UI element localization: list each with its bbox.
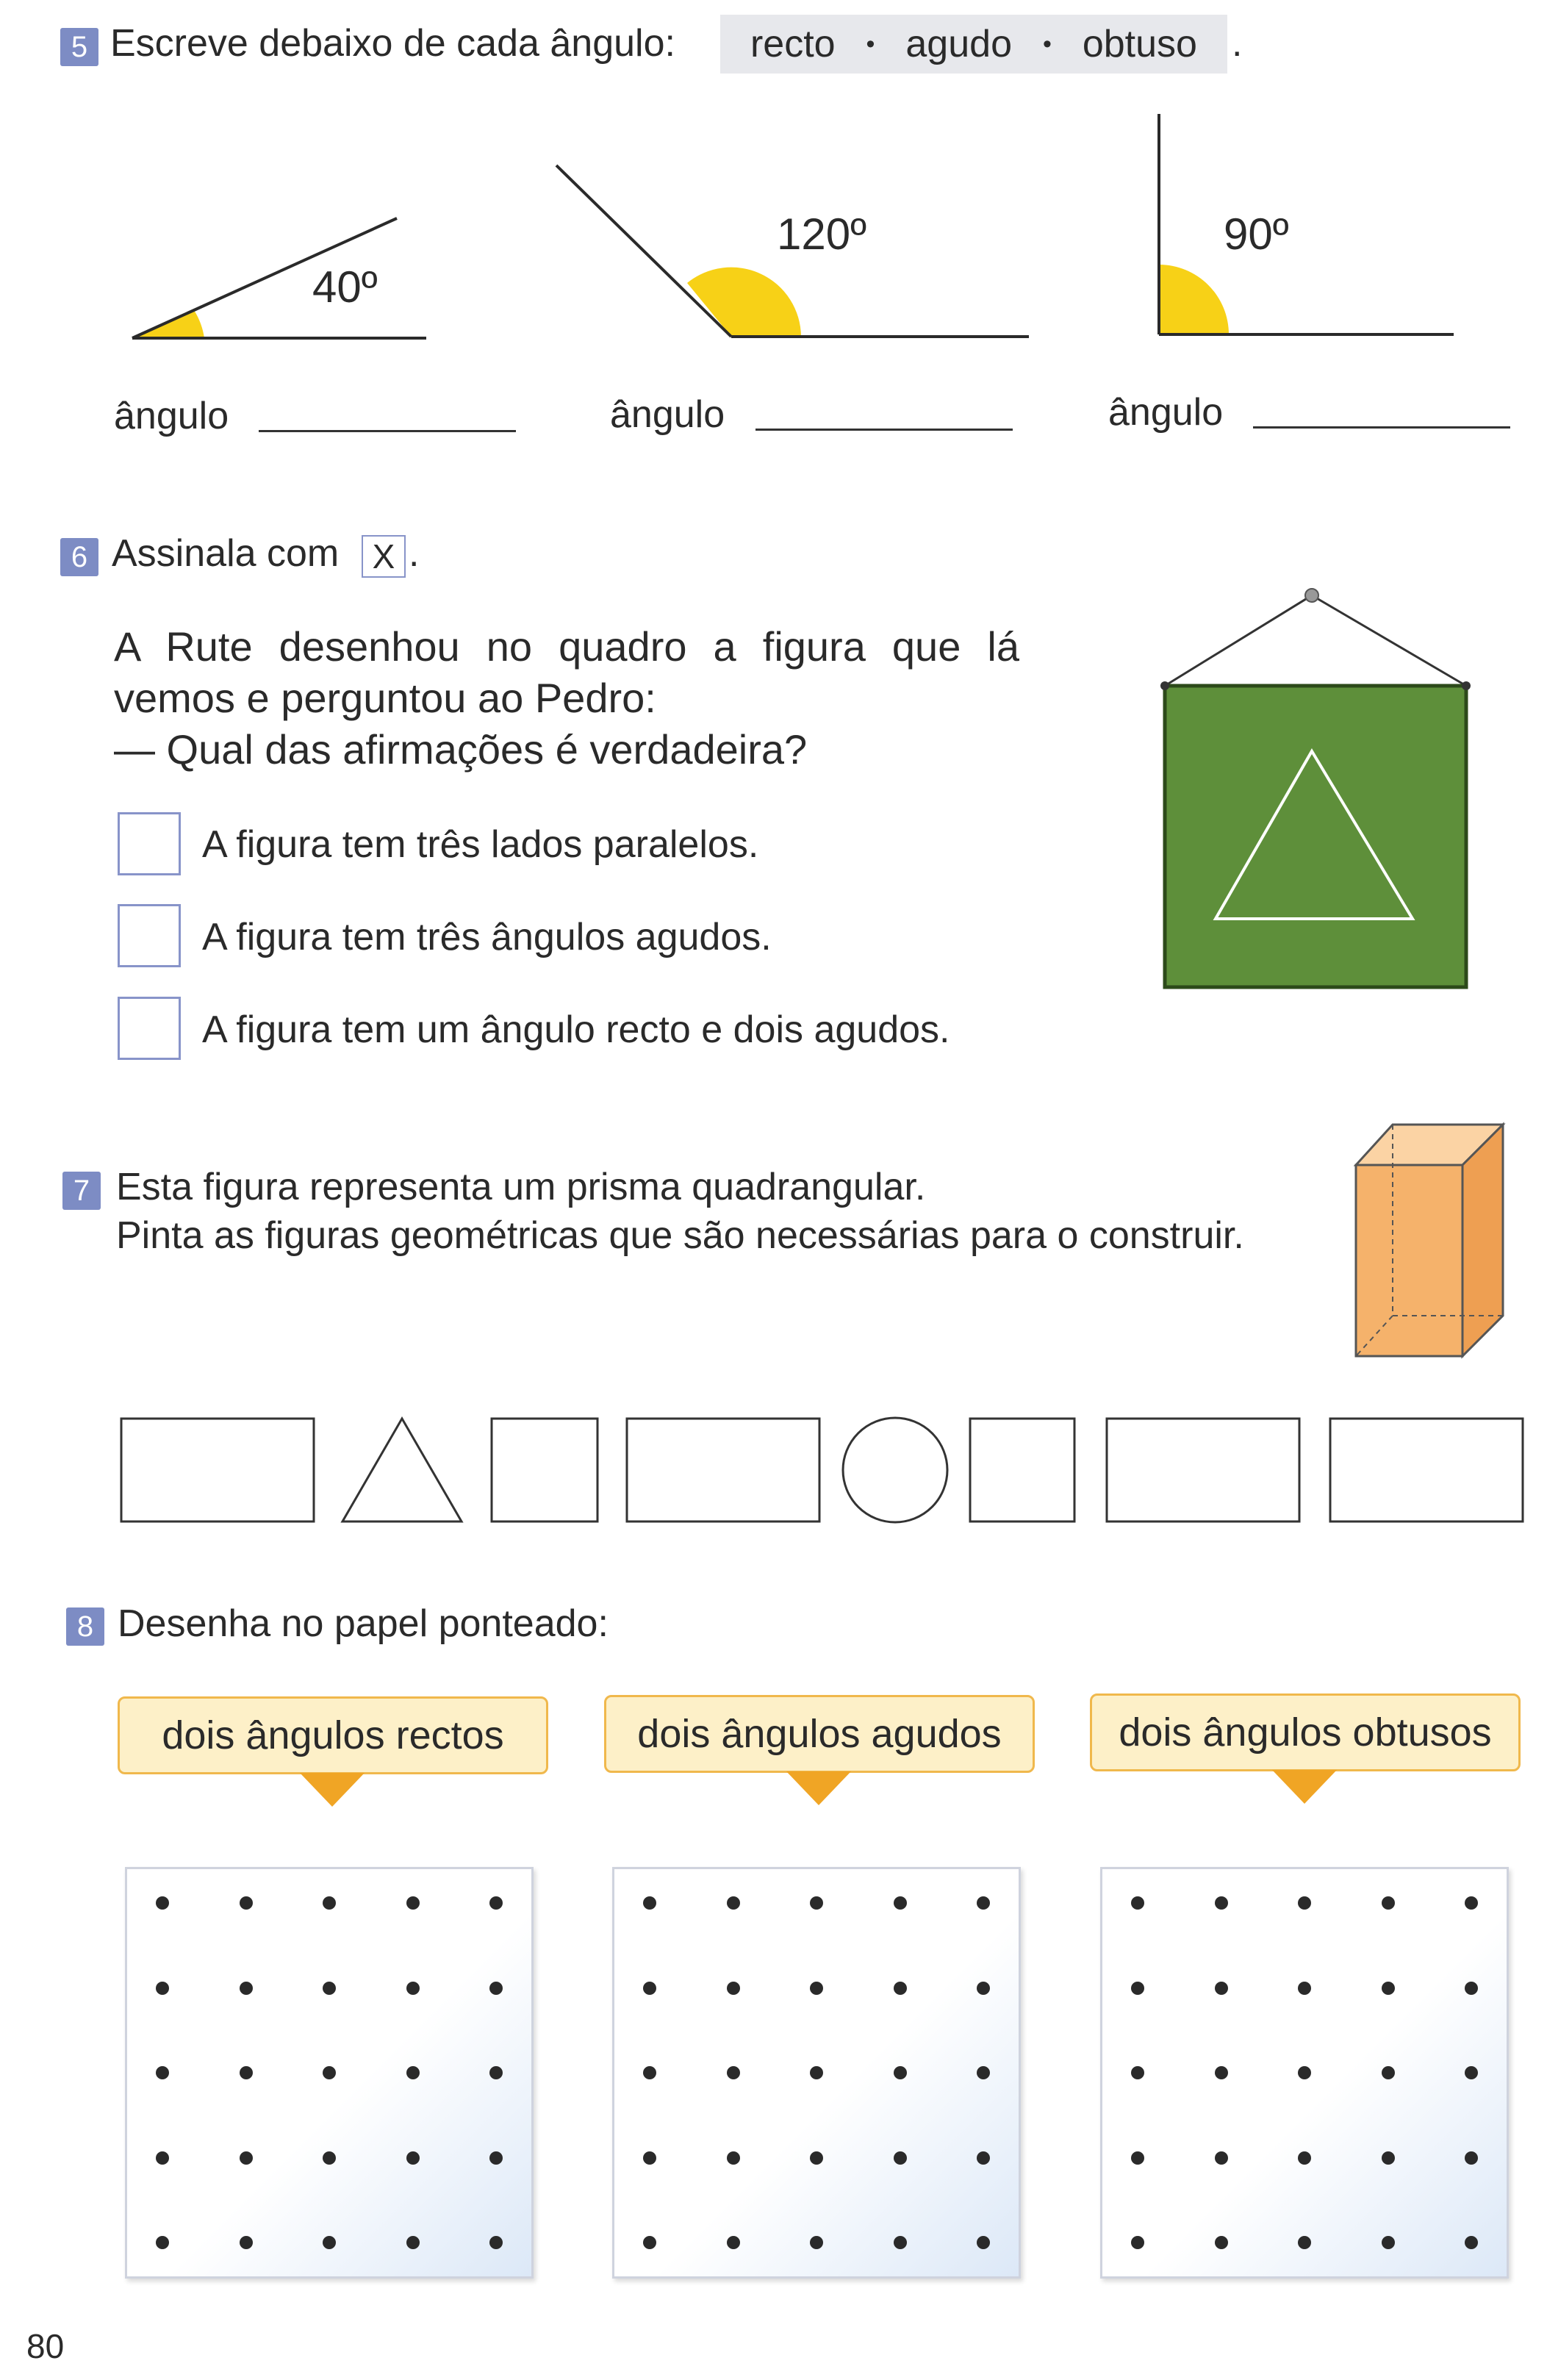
- option-obtuso: obtuso: [1082, 23, 1197, 65]
- choice-checkbox[interactable]: [118, 904, 181, 967]
- grid-dot: [1131, 1896, 1144, 1910]
- grid-dot: [1215, 2151, 1228, 2165]
- grid-dot: [323, 1982, 336, 1995]
- option-recto: recto: [750, 23, 836, 65]
- grid-dot: [156, 2066, 169, 2079]
- grid-dot: [1465, 2236, 1478, 2249]
- shape-square[interactable]: [970, 1419, 1074, 1521]
- callout-pointer: [300, 1773, 365, 1807]
- grid-dot: [894, 1896, 907, 1910]
- grid-dot: [894, 1982, 907, 1995]
- exercise-7-line-1: Esta figura representa um prisma quadrangular.: [116, 1166, 926, 1208]
- grid-dot: [1382, 1982, 1395, 1995]
- angle-40-label: 40º: [312, 262, 378, 312]
- grid-dot: [1131, 1982, 1144, 1995]
- shape-rectangle[interactable]: [627, 1419, 819, 1521]
- exercise-5-number: 5: [60, 28, 98, 66]
- grid-dot: [1215, 1896, 1228, 1910]
- grid-dot: [894, 2066, 907, 2079]
- grid-dot: [1298, 2066, 1311, 2079]
- grid-dot: [977, 1896, 990, 1910]
- choice-label: A figura tem um ângulo recto e dois agudos.: [202, 1008, 950, 1051]
- grid-dot: [977, 2236, 990, 2249]
- grid-dot: [1131, 2236, 1144, 2249]
- task-callout-acute-angles: dois ângulos agudos: [604, 1695, 1035, 1773]
- grid-dot: [240, 2236, 253, 2249]
- grid-dot: [727, 2066, 740, 2079]
- grid-dot: [156, 2151, 169, 2165]
- grid-dot: [894, 2236, 907, 2249]
- angle-40-figure: [132, 218, 426, 338]
- hanging-board-illustration: [1146, 581, 1485, 1000]
- grid-dot: [1215, 2236, 1228, 2249]
- option-separator: •: [1042, 29, 1052, 58]
- shape-rectangle[interactable]: [121, 1419, 314, 1521]
- grid-dot: [1131, 2151, 1144, 2165]
- shapes-to-paint: [0, 1397, 1547, 1544]
- grid-dot: [1298, 1896, 1311, 1910]
- grid-dot: [810, 2151, 823, 2165]
- instruction-period: .: [1232, 22, 1243, 65]
- grid-dot: [240, 1896, 253, 1910]
- grid-dot: [810, 1896, 823, 1910]
- shape-triangle[interactable]: [342, 1419, 462, 1521]
- grid-dot: [240, 1982, 253, 1995]
- page-number: 80: [26, 2327, 65, 2365]
- grid-dot: [240, 2066, 253, 2079]
- dot-paper-right-angles[interactable]: [125, 1867, 534, 2279]
- angle-options-box: [720, 15, 1227, 74]
- grid-dot: [406, 2066, 420, 2079]
- grid-dot: [489, 2066, 503, 2079]
- angle-120-label: 120º: [777, 209, 867, 259]
- grid-dot: [406, 2151, 420, 2165]
- grid-dot: [323, 1896, 336, 1910]
- grid-dot: [1465, 1982, 1478, 1995]
- grid-dot: [894, 2151, 907, 2165]
- grid-dot: [1382, 2236, 1395, 2249]
- grid-dot: [643, 2236, 656, 2249]
- dot-paper-acute-angles[interactable]: [612, 1867, 1021, 2279]
- grid-dot: [1465, 2151, 1478, 2165]
- grid-dot: [727, 1982, 740, 1995]
- grid-dot: [489, 2236, 503, 2249]
- exercise-7-line-2: Pinta as figuras geométricas que são necessárias para o construir.: [116, 1214, 1244, 1257]
- grid-dot: [727, 2151, 740, 2165]
- task-callout-right-angles: dois ângulos rectos: [118, 1696, 548, 1774]
- grid-dot: [489, 1896, 503, 1910]
- task-callout-obtuse-angles: dois ângulos obtusos: [1090, 1693, 1521, 1771]
- instruction-period: .: [409, 532, 420, 575]
- grid-dot: [1215, 1982, 1228, 1995]
- option-agudo: agudo: [905, 23, 1012, 65]
- angle-figures: [0, 103, 1547, 368]
- exercise-6-number: 6: [60, 538, 98, 576]
- choice-checkbox[interactable]: [118, 997, 181, 1060]
- grid-dot: [323, 2236, 336, 2249]
- grid-dot: [1215, 2066, 1228, 2079]
- grid-dot: [489, 1982, 503, 1995]
- dot-paper-obtuse-angles[interactable]: [1100, 1867, 1509, 2279]
- grid-dot: [1465, 1896, 1478, 1910]
- grid-dot: [323, 2151, 336, 2165]
- answer-line[interactable]: [755, 429, 1013, 431]
- story-question: — Qual das afirmações é verdadeira?: [114, 726, 808, 773]
- shape-rectangle[interactable]: [1107, 1419, 1299, 1521]
- grid-dot: [406, 1896, 420, 1910]
- grid-dot: [156, 1982, 169, 1995]
- grid-dot: [406, 2236, 420, 2249]
- grid-dot: [643, 2151, 656, 2165]
- grid-dot: [810, 1982, 823, 1995]
- callout-pointer: [1272, 1770, 1337, 1804]
- grid-dot: [977, 2066, 990, 2079]
- grid-dot: [1382, 2066, 1395, 2079]
- grid-dot: [1382, 2151, 1395, 2165]
- grid-dot: [643, 1896, 656, 1910]
- grid-dot: [727, 2236, 740, 2249]
- grid-dot: [977, 2151, 990, 2165]
- grid-dot: [1382, 1896, 1395, 1910]
- grid-dot: [240, 2151, 253, 2165]
- grid-dot: [406, 1982, 420, 1995]
- grid-dot: [643, 2066, 656, 2079]
- answer-label: ângulo: [114, 395, 229, 437]
- grid-dot: [1298, 2151, 1311, 2165]
- angle-90-figure: [1159, 114, 1454, 334]
- answer-label: ângulo: [610, 393, 725, 436]
- grid-dot: [1298, 1982, 1311, 1995]
- grid-dot: [156, 2236, 169, 2249]
- exercise-5-instruction: Escreve debaixo de cada ângulo:: [110, 22, 675, 65]
- exercise-7-number: 7: [62, 1172, 101, 1210]
- shape-rectangle[interactable]: [1330, 1419, 1523, 1521]
- grid-dot: [810, 2236, 823, 2249]
- exercise-8-number: 8: [66, 1607, 104, 1646]
- shape-square[interactable]: [492, 1419, 597, 1521]
- exercise-6-instruction: Assinala com: [112, 532, 340, 575]
- angle-90-label: 90º: [1224, 209, 1289, 259]
- option-separator: •: [866, 29, 875, 58]
- choice-label: A figura tem três lados paralelos.: [202, 823, 759, 866]
- story-line-1: A Rute desenhou no quadro a figura que lá: [114, 623, 1019, 670]
- answer-line[interactable]: [1253, 426, 1510, 429]
- choice-label: A figura tem três ângulos agudos.: [202, 916, 772, 958]
- grid-dot: [1465, 2066, 1478, 2079]
- grid-dot: [1298, 2236, 1311, 2249]
- grid-dot: [323, 2066, 336, 2079]
- shape-circle[interactable]: [843, 1418, 947, 1522]
- grid-dot: [489, 2151, 503, 2165]
- prism-illustration: [1345, 1114, 1514, 1371]
- grid-dot: [1131, 2066, 1144, 2079]
- grid-dot: [643, 1982, 656, 1995]
- story-line-2: vemos e perguntou ao Pedro:: [114, 675, 656, 721]
- x-mark-box: X: [362, 535, 406, 578]
- grid-dot: [810, 2066, 823, 2079]
- exercise-8-instruction: Desenha no papel ponteado:: [118, 1602, 609, 1645]
- callout-pointer: [786, 1771, 851, 1805]
- answer-label: ângulo: [1108, 391, 1224, 434]
- grid-dot: [156, 1896, 169, 1910]
- answer-line[interactable]: [259, 430, 516, 432]
- choice-checkbox[interactable]: [118, 812, 181, 875]
- grid-dot: [727, 1896, 740, 1910]
- grid-dot: [977, 1982, 990, 1995]
